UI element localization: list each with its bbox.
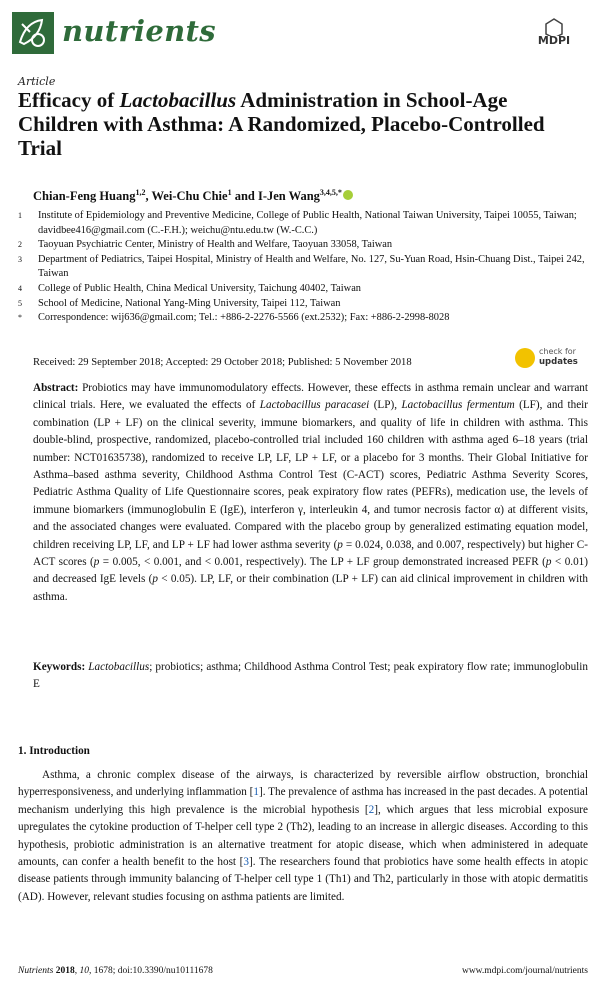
mdpi-logo bbox=[528, 18, 580, 48]
affiliation-number: 2 bbox=[18, 240, 22, 250]
affiliation-item bbox=[18, 297, 588, 312]
author-affiliation-marker: 1,2 bbox=[135, 188, 146, 197]
affiliation-number: 4 bbox=[18, 283, 22, 293]
footer-volume: 10 bbox=[79, 966, 89, 976]
abstract-p-symbol: p bbox=[337, 538, 343, 551]
affiliation-text: Department of Pediatrics, Taipei Hospital, Ministry of Health and Welfare, No. 127, Su-Yuan Road, Hsin-Chuang Dist., Taipei 242, Taiwan bbox=[38, 253, 585, 280]
paper-title bbox=[18, 88, 588, 160]
abstract-text: < 0.05). LP, LF, or their combination (LP + LF) can aid clinical improvement in children with asthma. bbox=[33, 573, 588, 603]
author-separator: , bbox=[145, 189, 152, 204]
check-for-updates-button[interactable] bbox=[515, 346, 589, 370]
author-separator: and bbox=[231, 189, 258, 204]
affiliation-text: Taoyuan Psychiatric Center, Ministry of Health and Welfare, Taoyuan 33058, Taiwan bbox=[38, 239, 393, 251]
affiliation-number: 5 bbox=[18, 298, 22, 308]
footer-url[interactable]: www.mdpi.com/journal/nutrients bbox=[461, 966, 588, 976]
keywords-text: ; probiotics; asthma; Childhood Asthma Control Test; peak expiratory flow rate; immunoglobulin E bbox=[33, 661, 588, 691]
footer-doi: , 1678; doi:10.3390/nu10111678 bbox=[89, 966, 213, 976]
citation-link[interactable]: 2 bbox=[368, 803, 375, 816]
publisher-name: MDPI bbox=[537, 34, 571, 47]
section-heading: 1. Introduction bbox=[18, 745, 90, 757]
correspondence-text: Correspondence: wij636@gmail.com; Tel.: +886-2-2276-5566 (ext.2532); Fax: +886-2-2998-8028 bbox=[38, 312, 450, 324]
abstract-text: < 0.01) and decreased IgE levels ( bbox=[33, 556, 589, 586]
affiliation-item bbox=[18, 209, 588, 238]
intro-text: ], which argues that less microbial exposure upregulates the cytokine production of T-helper cell type 2 (Th2), leading to an increase in allergic diseases. According to this hypothesis, probiotic administration is an alternative treatment for atopic disease, which when administered in adequate amounts, can confer a health benefit to the host [ bbox=[18, 803, 588, 869]
footer-citation: Nutrients 2018, 10, 1678; doi:10.3390/nu10111678 bbox=[18, 966, 213, 976]
abstract-text: Probiotics may have immunomodulatory effects. However, these effects in asthma remain unclear and warrant clinical trials. Here, we evaluated the effects of bbox=[33, 382, 588, 412]
article-type: Article bbox=[18, 75, 56, 88]
abstract bbox=[33, 380, 588, 606]
author-list bbox=[33, 188, 353, 204]
affiliation-item bbox=[18, 311, 588, 326]
author-name[interactable]: Chian-Feng Huang bbox=[33, 189, 136, 204]
intro-text: ]. The researchers found that probiotics have some health effects in atopic disease patients through immunity balancing of T-helper cell type 1 (Th1) and Th2, particularly in those with atopic dermatitis (AD). However, relevant studies focusing on asthma patients are limited. bbox=[18, 856, 588, 903]
check-updates-line2: updates bbox=[539, 357, 578, 367]
introduction-paragraph bbox=[18, 767, 588, 906]
abstract-p-symbol: p bbox=[93, 556, 100, 569]
journal-name: nutrients bbox=[62, 14, 216, 48]
affiliation-list bbox=[18, 209, 588, 326]
affiliation-number: 1 bbox=[18, 211, 22, 220]
abstract-italic: Lactobacillus paracasei bbox=[259, 399, 370, 412]
check-updates-icon bbox=[515, 348, 535, 368]
affiliation-number: 3 bbox=[18, 254, 22, 264]
citation-link[interactable]: 1 bbox=[253, 786, 259, 799]
abstract-text: (LF), and their combination (LP + LF) on the clinical severity, immune biomarkers, and quality of life in children with asthma. This double-blind, prospective, randomized, placebo-controlled trial included 160 children with asthma aged 6–18 years (trial number: NCT01635738), randomized to receive LP, LF, LP + LF, or a placebo for 3 months. Their Global Initiative for Asthma–based asthma severity, Childhood Asthma Control Test (C-ACT) scores, Pediatric Asthma Severity Scores, Pediatric Asthma Quality of Life Questionnaire scores, peak expiratory flow rates (PEFRs), medication use, the levels of immune biomarkers (immunoglobulin E (IgE), interferon γ, interleukin 4, and tumor necrosis factor α) at different visits, and the associated changes were evaluated. Compared with the placebo group by generalized estimating equation model, children receiving LP, LF, and LP + LF had lower asthma severity ( bbox=[33, 399, 588, 551]
publication-dates: Received: 29 September 2018; Accepted: 29 October 2018; Published: 5 November 2018 bbox=[33, 357, 412, 368]
affiliation-text: Institute of Epidemiology and Preventive Medicine, College of Public Health, National Taiwan University, Taipei 10055, Taiwan; davidbee416@gmail.com (C.-F.H.); weichu@ntu.edu.tw (W.-C.C.) bbox=[38, 210, 577, 236]
abstract-p-symbol: p bbox=[545, 556, 552, 569]
keywords-label: Keywords: bbox=[33, 661, 86, 673]
abstract-label: Abstract: bbox=[33, 382, 79, 394]
intro-text: Asthma, a chronic complex disease of the airways, is characterized by reversible airflow obstruction, bronchial hyperresponsiveness, and underlying inflammation [ bbox=[18, 769, 588, 799]
check-updates-line1: check for bbox=[539, 347, 576, 356]
title-part2: Administration in School-Age Children with Asthma: A Randomized, Placebo-Controlled Trial bbox=[18, 88, 545, 160]
author-name[interactable]: Wei-Chu Chie bbox=[151, 189, 228, 204]
author-affiliation-marker: 3,4,5,* bbox=[319, 188, 342, 197]
title-italic: Lactobacillus bbox=[119, 88, 237, 112]
abstract-text: (LP), bbox=[369, 399, 402, 412]
affiliation-item bbox=[18, 238, 588, 253]
keywords bbox=[33, 659, 588, 694]
footer-year: 2018 bbox=[55, 966, 75, 976]
affiliation-item bbox=[18, 253, 588, 282]
author-affiliation-marker: 1 bbox=[227, 188, 232, 197]
affiliation-number: * bbox=[18, 313, 22, 323]
affiliation-text: College of Public Health, China Medical University, Taichung 40402, Taiwan bbox=[38, 282, 361, 294]
affiliation-item bbox=[18, 282, 588, 297]
abstract-italic: Lactobacillus fermentum bbox=[401, 399, 515, 412]
orcid-icon[interactable] bbox=[343, 190, 353, 200]
abstract-text: = 0.024, 0.038, and 0.007, respectively) but higher C-ACT scores ( bbox=[33, 538, 588, 569]
keyword-italic: Lactobacillus bbox=[88, 661, 150, 673]
abstract-p-symbol: p bbox=[152, 573, 158, 586]
author-name[interactable]: I-Jen Wang bbox=[257, 189, 320, 204]
journal-logo-icon bbox=[12, 12, 54, 54]
intro-text: ]. The prevalence of asthma has increased in the past decades. A potential mechanism underlying this high prevalence is the microbial hypothesis [ bbox=[18, 786, 588, 816]
affiliation-text: School of Medicine, National Yang-Ming University, Taipei 112, Taiwan bbox=[38, 297, 341, 309]
title-part1: Efficacy of bbox=[18, 88, 120, 112]
footer-journal: Nutrients bbox=[18, 966, 54, 976]
abstract-text: = 0.005, < 0.001, and < 0.001, respectively). The LP + LF group demonstrated increased PEFR ( bbox=[99, 556, 546, 569]
citation-link[interactable]: 3 bbox=[243, 856, 249, 869]
